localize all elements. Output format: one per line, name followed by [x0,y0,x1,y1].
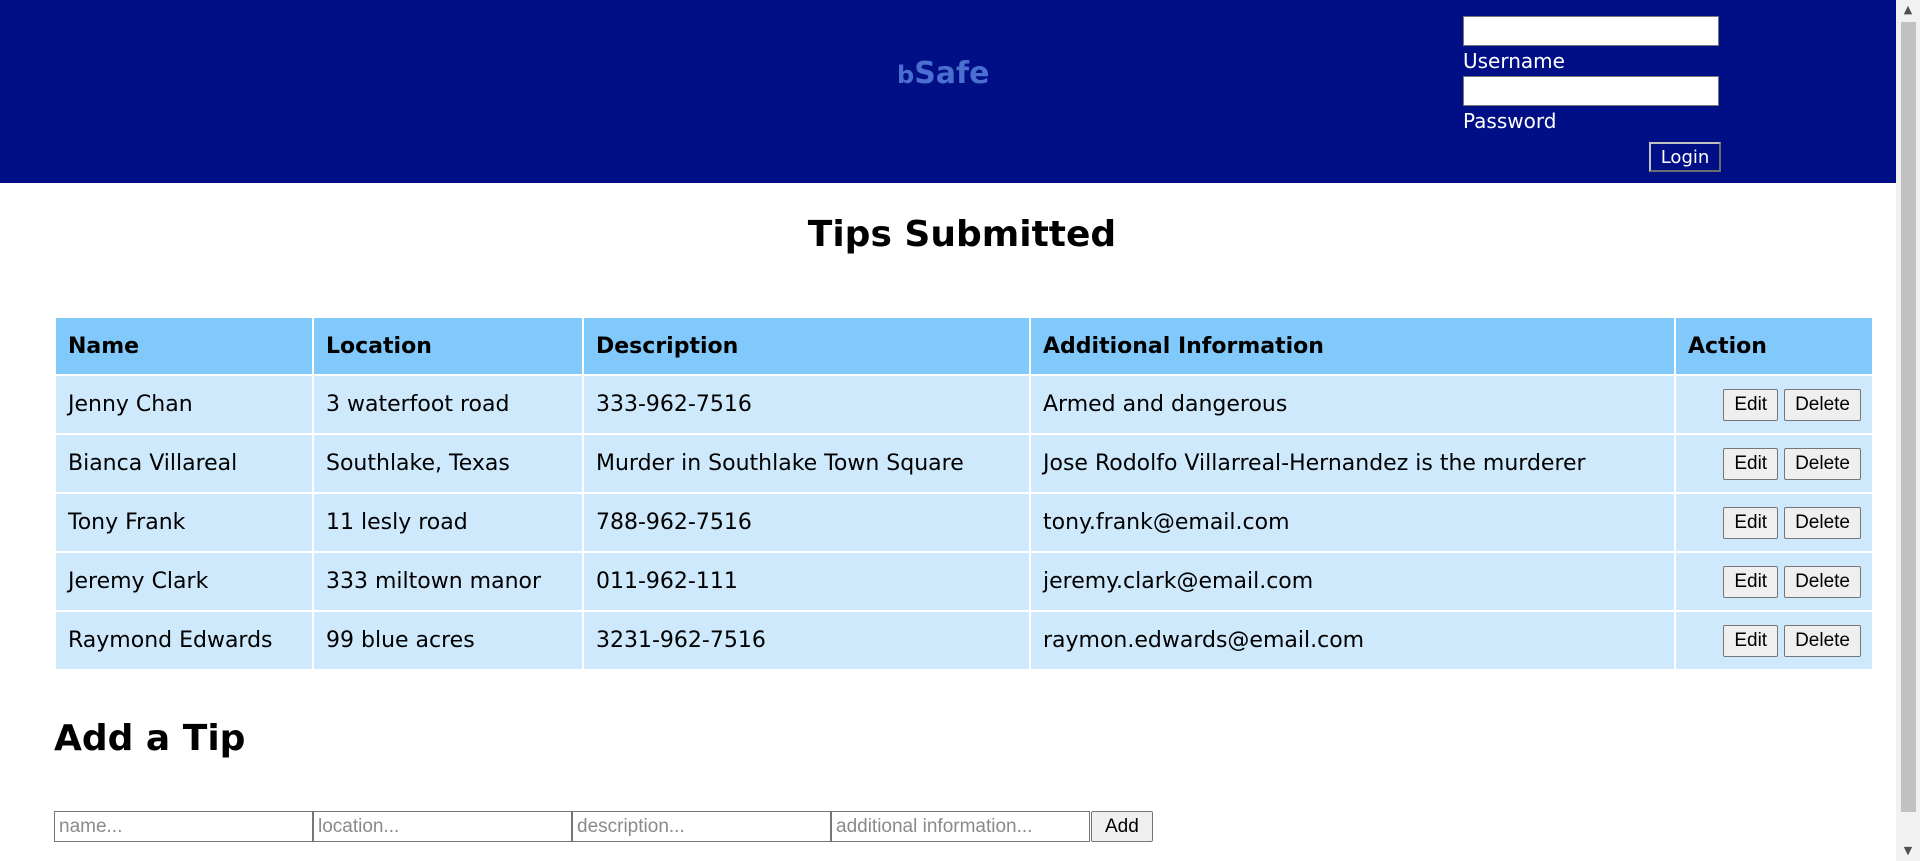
cell-additional-information: raymon.edwards@email.com [1031,612,1674,669]
cell-additional-information: Armed and dangerous [1031,376,1674,433]
password-label: Password [1463,109,1557,133]
cell-location: 11 lesly road [314,494,582,551]
location-input[interactable] [313,811,572,842]
table-row [56,435,1872,492]
add-tip-heading: Add a Tip [54,718,246,759]
name-input[interactable] [54,811,313,842]
page-title: Tips Submitted [807,214,1117,255]
column-header-action: Action [1676,318,1872,374]
password-input[interactable] [1463,76,1719,106]
scroll-down-arrow-icon[interactable]: ▼ [1903,844,1913,857]
cell-action [1676,494,1872,551]
cell-action [1676,435,1872,492]
cell-additional-information: jeremy.clark@email.com [1031,553,1674,610]
vertical-scrollbar[interactable] [1896,0,1920,861]
cell-description: 333-962-7516 [584,376,1029,433]
login-form [1463,16,1725,136]
cell-description: Murder in Southlake Town Square [584,435,1029,492]
login-button-row [1649,142,1721,172]
add-button[interactable]: Add [1091,811,1153,842]
delete-button[interactable]: Delete [1784,507,1861,539]
scrollbar-thumb[interactable] [1901,22,1916,812]
additional-information-input[interactable] [831,811,1090,842]
delete-button[interactable]: Delete [1784,389,1861,421]
cell-name: Bianca Villareal [56,435,312,492]
column-header-name: Name [56,318,312,374]
table-row [56,494,1872,551]
cell-name: Tony Frank [56,494,312,551]
table-row [56,553,1872,610]
edit-button[interactable]: Edit [1723,389,1778,421]
table-header-row [56,318,1872,374]
cell-description: 3231-962-7516 [584,612,1029,669]
edit-button[interactable]: Edit [1723,566,1778,598]
column-header-additional-information: Additional Information [1031,318,1674,374]
edit-button[interactable]: Edit [1723,448,1778,480]
cell-additional-information: tony.frank@email.com [1031,494,1674,551]
delete-button[interactable]: Delete [1784,448,1861,480]
cell-name: Jenny Chan [56,376,312,433]
brand-logo [897,56,989,91]
brand-name: Safe [914,56,990,91]
cell-description: 011-962-111 [584,553,1029,610]
description-input[interactable] [572,811,831,842]
table-row [56,376,1872,433]
cell-description: 788-962-7516 [584,494,1029,551]
cell-name: Raymond Edwards [56,612,312,669]
header-bar [0,0,1896,183]
cell-action [1676,553,1872,610]
cell-location: 333 miltown manor [314,553,582,610]
edit-button[interactable]: Edit [1723,507,1778,539]
cell-name: Jeremy Clark [56,553,312,610]
tips-table [54,316,1874,671]
delete-button[interactable]: Delete [1784,566,1861,598]
login-button[interactable]: Login [1649,142,1721,172]
edit-button[interactable]: Edit [1723,625,1778,657]
username-input[interactable] [1463,16,1719,46]
cell-location: 99 blue acres [314,612,582,669]
cell-location: 3 waterfoot road [314,376,582,433]
delete-button[interactable]: Delete [1784,625,1861,657]
add-tip-form [54,811,1153,842]
username-label: Username [1463,49,1565,73]
cell-location: Southlake, Texas [314,435,582,492]
cell-action [1676,376,1872,433]
cell-action [1676,612,1872,669]
column-header-location: Location [314,318,582,374]
column-header-description: Description [584,318,1029,374]
table-row [56,612,1872,669]
cell-additional-information: Jose Rodolfo Villarreal-Hernandez is the murderer [1031,435,1674,492]
scroll-up-arrow-icon[interactable]: ▲ [1903,3,1913,16]
brand-prefix: b [897,61,915,89]
